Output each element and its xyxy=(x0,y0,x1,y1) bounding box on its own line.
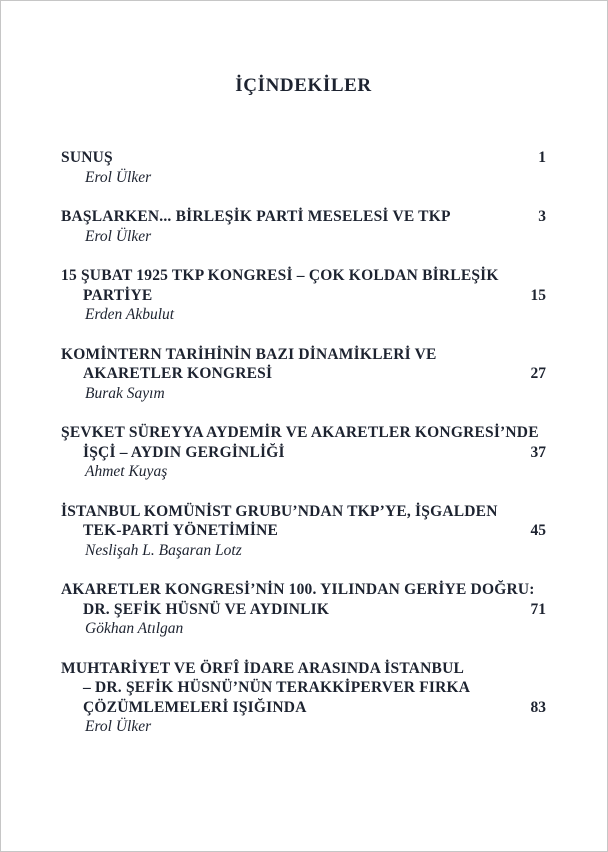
toc-entry-title-line xyxy=(61,678,546,698)
toc-entry-title-line xyxy=(61,443,546,463)
toc-entry xyxy=(61,207,546,246)
toc-author: Erden Akbulut xyxy=(85,306,175,323)
toc-entry xyxy=(61,266,546,325)
toc-title-text: BAŞLARKEN... BİRLEŞİK PARTİ MESELESİ VE TKP xyxy=(61,208,451,225)
toc-entry-title-line xyxy=(61,502,546,522)
toc-entry-title-line xyxy=(61,286,546,306)
toc-page-number: 1 xyxy=(538,149,546,166)
toc-page-number: 15 xyxy=(530,286,546,304)
toc-author: Neslişah L. Başaran Lotz xyxy=(85,541,242,559)
toc-title-text: İŞÇİ – AYDIN GERGİNLİĞİ xyxy=(83,443,285,461)
toc-page-number: 83 xyxy=(530,698,546,716)
toc-title-text: 15 ŞUBAT 1925 TKP KONGRESİ – ÇOK KOLDAN BİRLEŞİK xyxy=(61,267,499,284)
toc-title-text: SUNUŞ xyxy=(61,149,113,166)
toc-entry-title-line xyxy=(61,521,546,541)
toc-entry xyxy=(61,580,546,639)
toc-entry-title-line xyxy=(61,423,546,443)
toc-page-number: 45 xyxy=(530,522,546,539)
toc-entry-title-line xyxy=(61,600,546,620)
toc-page-number: 27 xyxy=(530,365,546,382)
toc-title-text: – DR. ŞEFİK HÜSNÜ’NÜN TERAKKİPERVER FIRKA xyxy=(83,679,471,696)
toc-entry-title-line xyxy=(61,364,546,384)
toc-entry xyxy=(61,423,546,482)
toc-title-text: İSTANBUL KOMÜNİST GRUBU’NDAN TKP’YE, İŞGALDEN xyxy=(61,502,498,520)
toc-author: Erol Ülker xyxy=(85,168,152,186)
toc-title-text: AKARETLER KONGRESİ’NİN 100. YILINDAN GERİYE DOĞRU: xyxy=(61,581,535,598)
toc-entry xyxy=(61,345,546,404)
toc-entry-title-line xyxy=(61,148,546,168)
toc-title-text: ŞEVKET SÜREYYA AYDEMİR VE AKARETLER KONGRESİ’NDE xyxy=(61,424,539,441)
toc-page-number: 71 xyxy=(530,600,546,618)
toc-author: Erol Ülker xyxy=(85,227,152,245)
toc-page-number: 3 xyxy=(538,208,546,225)
toc-entry xyxy=(61,659,546,737)
toc-author: Erol Ülker xyxy=(85,718,152,735)
toc-page-number: 37 xyxy=(530,443,546,461)
toc-title-text: KOMİNTERN TARİHİNİN BAZI DİNAMİKLERİ VE xyxy=(61,345,437,363)
toc-entry xyxy=(61,502,546,561)
table-of-contents xyxy=(61,148,546,737)
toc-entry-title-line xyxy=(61,580,546,600)
toc-title-text: ÇÖZÜMLEMELERİ IŞIĞINDA xyxy=(83,698,307,716)
toc-title-text: DR. ŞEFİK HÜSNÜ VE AYDINLIK xyxy=(83,600,330,618)
toc-entry xyxy=(61,148,546,187)
toc-entry-title-line xyxy=(61,345,546,365)
contents-heading: İÇİNDEKİLER xyxy=(235,75,372,96)
toc-author: Gökhan Atılgan xyxy=(85,620,184,637)
toc-title-text: PARTİYE xyxy=(83,286,153,304)
toc-title-text: AKARETLER KONGRESİ xyxy=(83,365,273,382)
toc-entry-title-line xyxy=(61,207,546,227)
toc-author: Ahmet Kuyaş xyxy=(85,463,168,480)
toc-entry-title-line xyxy=(61,659,546,679)
toc-title-text: TEK-PARTİ YÖNETİMİNE xyxy=(83,522,279,539)
toc-title-text: MUHTARİYET VE ÖRFÎ İDARE ARASINDA İSTANBUL xyxy=(61,659,465,677)
toc-author: Burak Sayım xyxy=(85,384,165,402)
toc-entry-title-line xyxy=(61,698,546,718)
toc-entry-title-line xyxy=(61,266,546,286)
